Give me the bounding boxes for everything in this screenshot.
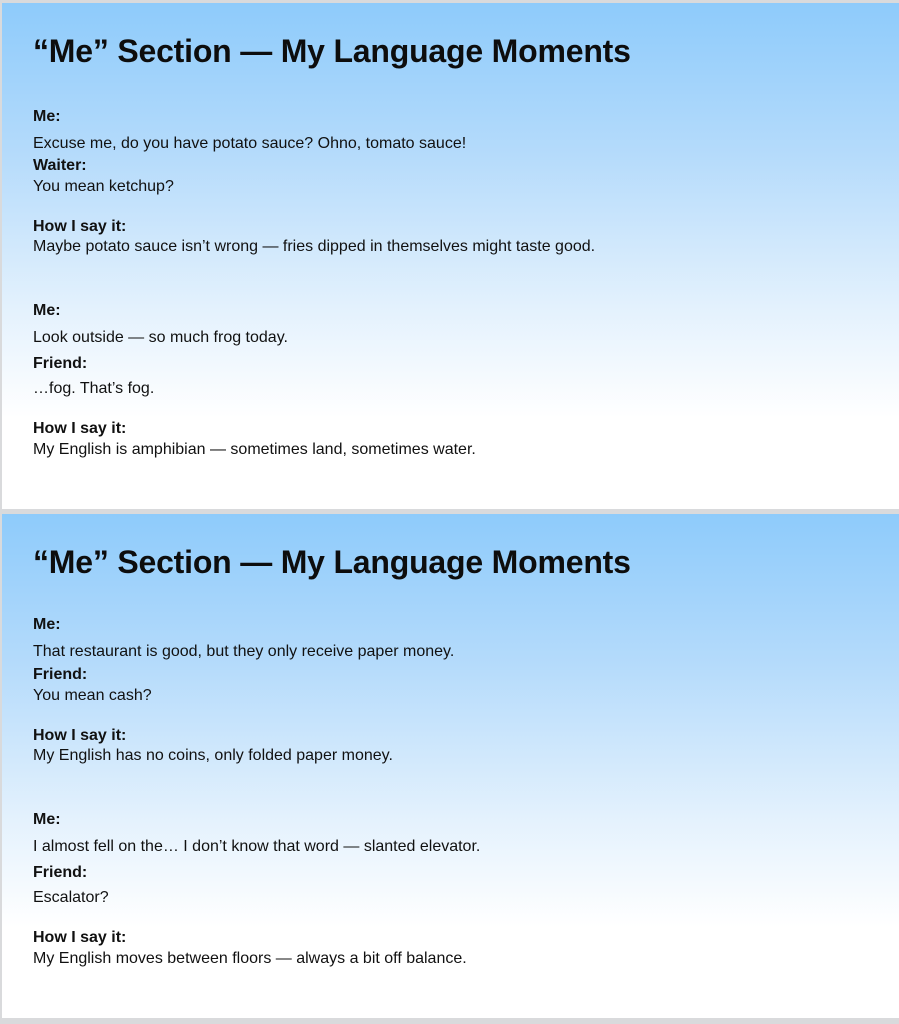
how-text: My English moves between floors — always a bit off balance. <box>33 950 467 967</box>
speaker-label: Me: <box>33 302 61 319</box>
dialogue-line: You mean cash? <box>33 687 152 704</box>
how-label: How I say it: <box>33 727 127 744</box>
how-text: My English has no coins, only folded paper money. <box>33 747 393 764</box>
speaker-label: Me: <box>33 616 61 633</box>
dialogue-line: That restaurant is good, but they only receive paper money. <box>33 643 455 660</box>
how-label: How I say it: <box>33 420 127 437</box>
card-title: “Me” Section — My Language Moments <box>33 544 631 580</box>
speaker-label: Me: <box>33 108 61 125</box>
how-text: Maybe potato sauce isn’t wrong — fries dipped in themselves might taste good. <box>33 238 596 255</box>
moments-card-2 <box>2 514 899 1018</box>
dialogue-line: Excuse me, do you have potato sauce? Ohno, tomato sauce! <box>33 135 467 152</box>
card-title: “Me” Section — My Language Moments <box>33 33 631 69</box>
dialogue-line: …fog. That’s fog. <box>33 380 155 397</box>
speaker-label: Friend: <box>33 666 88 683</box>
speaker-label: Waiter: <box>33 157 87 174</box>
moments-card-1 <box>2 3 899 509</box>
how-text: My English is amphibian — sometimes land, sometimes water. <box>33 441 476 458</box>
speaker-label: Me: <box>33 811 61 828</box>
speaker-label: Friend: <box>33 864 88 881</box>
speaker-label: Friend: <box>33 355 88 372</box>
dialogue-line: You mean ketchup? <box>33 178 174 195</box>
how-label: How I say it: <box>33 218 127 235</box>
how-label: How I say it: <box>33 929 127 946</box>
dialogue-line: I almost fell on the… I don’t know that word — slanted elevator. <box>33 838 481 855</box>
dialogue-line: Look outside — so much frog today. <box>33 329 288 346</box>
dialogue-line: Escalator? <box>33 889 109 906</box>
